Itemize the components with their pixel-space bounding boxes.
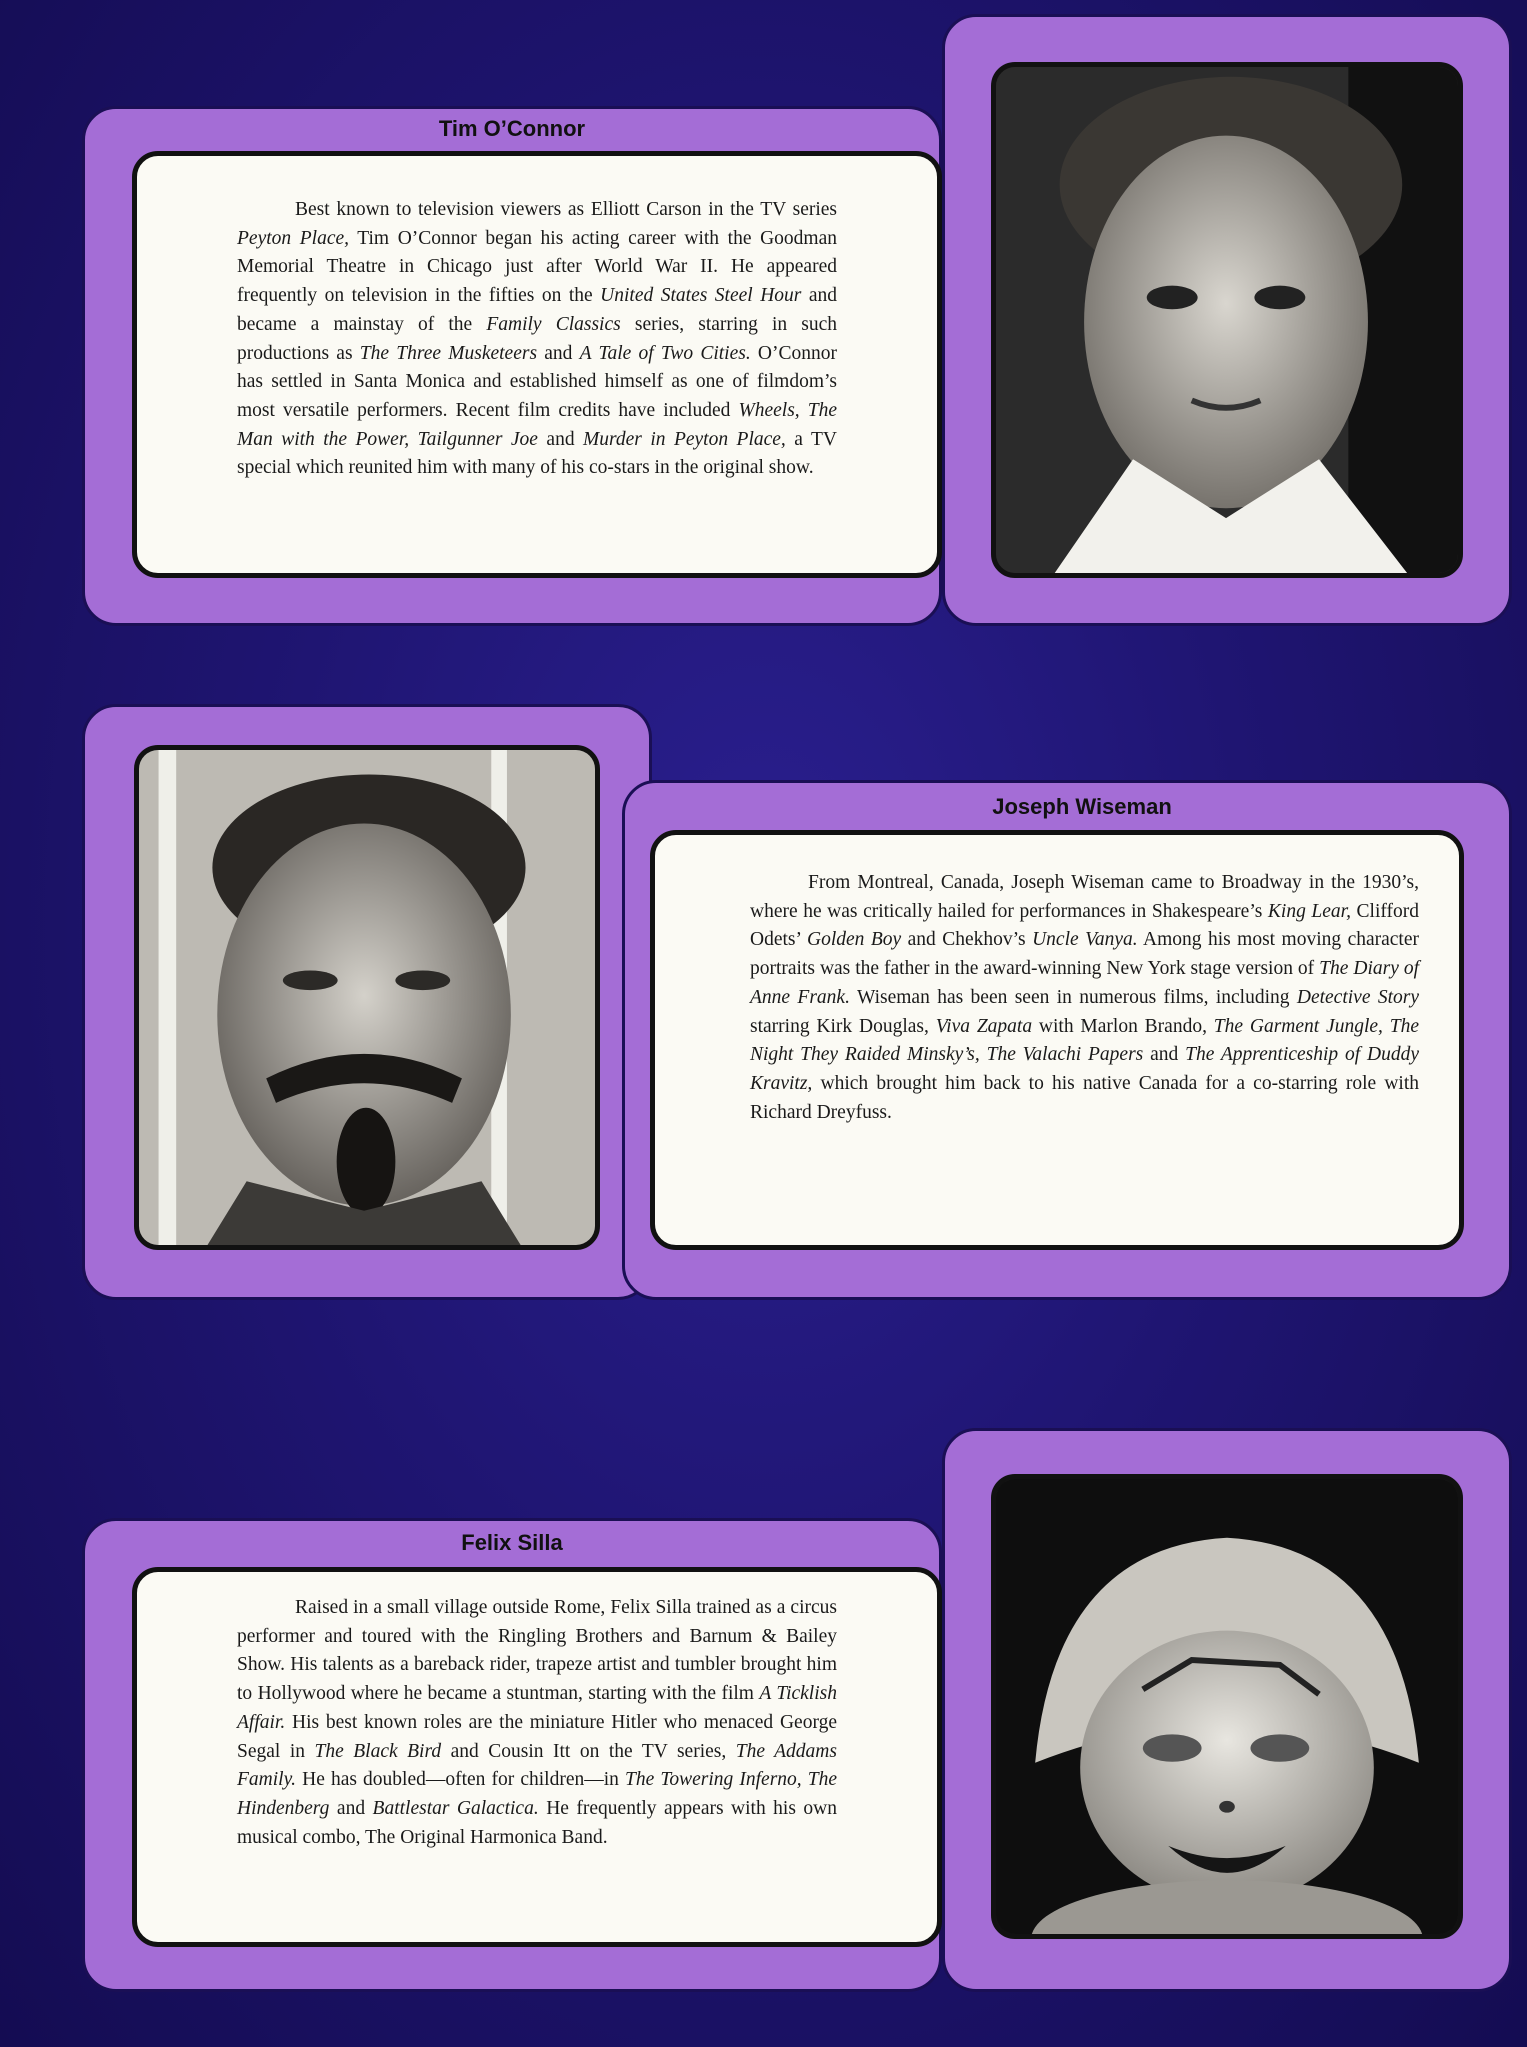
italic-title: United States Steel Hour	[600, 285, 802, 307]
profile-name: Joseph Wiseman	[992, 794, 1172, 819]
italic-title: The Three Musketeers	[359, 342, 538, 364]
bio-run: and	[537, 428, 584, 450]
italic-title: The Towering Inferno, The Hindenberg	[237, 1769, 837, 1819]
bio-run: Clifford Odets’	[750, 900, 1419, 951]
bio-run: a TV special which reunited him with many of his co-stars in the original show.	[237, 428, 838, 479]
bio-run: and	[537, 342, 580, 364]
italic-title: Viva Zapata	[935, 1015, 1033, 1037]
profile-name: Tim O’Connor	[438, 116, 586, 141]
bio-run: He has doubled—often for children—in	[296, 1769, 625, 1791]
bio-run: starring Kirk Douglas,	[750, 1015, 936, 1037]
bio-run: and became a mainstay of the	[237, 285, 838, 335]
italic-title: The Apprenticeship of Duddy Kravitz,	[750, 1044, 1420, 1094]
profile-name: Felix Silla	[461, 1530, 563, 1555]
bio-run: Raised in a small village outside Rome, Felix Silla trained as a circus performer and toured with the Ringling Brothers and Barnum & Bailey Show. His talents as a bareback rider, trapeze artist and tumbler brought him to Hollywood where he became a stuntman, starting with the film	[237, 1597, 837, 1705]
bio-text	[750, 869, 1419, 1127]
italic-title: The Diary of Anne Frank.	[750, 958, 1419, 1008]
bio-run: Best known to television viewers as Elliott Carson in the TV series	[295, 199, 837, 220]
italic-title: A Tale of Two Cities.	[579, 342, 751, 364]
bio-run: Tim O’Connor began his acting career with the Goodman Memorial Theatre in Chicago just after World War II. He appeared frequently on television in the fifties on the	[237, 227, 837, 307]
portrait-image	[996, 67, 1458, 573]
italic-title: Wheels, The Man with the Power, Tailgunner Joe	[237, 399, 838, 450]
italic-title: A Ticklish Affair.	[237, 1683, 837, 1733]
italic-title: Detective Story	[1296, 986, 1419, 1008]
bio-run: which brought him back to his native Canada for a co-starring role with Richard Dreyfuss.	[750, 1072, 1419, 1123]
bio-run: and Cousin Itt on the TV series,	[441, 1740, 736, 1762]
bio-run: From Montreal, Canada, Joseph Wiseman came to Broadway in the 1930’s, where he was critically hailed for performances in Shakespeare’s	[750, 872, 1419, 922]
italic-title: Battlestar Galactica.	[372, 1797, 539, 1819]
bio-run: O’Connor has settled in Santa Monica and established himself as one of filmdom’s most versatile performers. Recent film credits have included	[237, 342, 838, 421]
bio-run: and	[1143, 1044, 1186, 1066]
italic-title: Uncle Vanya.	[1032, 929, 1138, 951]
bio-card	[132, 151, 942, 578]
italic-title: Family Classics	[486, 313, 621, 335]
bio-run: Among his most moving character portraits was the father in the award-winning New York stage version of	[750, 929, 1419, 980]
portrait-photo	[991, 62, 1463, 578]
italic-title: The Garment Jungle, The Night They Raided Minsky’s, The Valachi Papers	[750, 1015, 1419, 1066]
bio-run: and Chekhov’s	[901, 929, 1033, 951]
italic-title: The Black Bird	[314, 1740, 442, 1762]
bio-card	[132, 1567, 942, 1947]
bio-run: and	[329, 1797, 373, 1819]
italic-title: Murder in Peyton Place,	[583, 428, 786, 450]
portrait-photo	[991, 1474, 1463, 1939]
bio-run: Wiseman has been seen in numerous films, including	[849, 986, 1297, 1008]
italic-title: Peyton Place,	[237, 227, 350, 249]
portrait-image	[139, 750, 595, 1245]
italic-title: The Addams Family.	[237, 1740, 837, 1791]
italic-title: Golden Boy	[807, 929, 902, 951]
bio-run: with Marlon Brando,	[1032, 1015, 1214, 1037]
italic-title: King Lear,	[1267, 900, 1351, 922]
bio-card	[650, 830, 1464, 1250]
bio-text	[237, 1594, 837, 1852]
portrait-image	[996, 1479, 1458, 1934]
bio-run: His best known roles are the miniature Hitler who menaced George Segal in	[237, 1711, 837, 1762]
bio-text	[237, 196, 837, 483]
bio-run: series, starring in such productions as	[237, 313, 837, 364]
portrait-photo	[134, 745, 600, 1250]
bio-run: He frequently appears with his own musical combo, The Original Harmonica Band.	[237, 1797, 837, 1848]
